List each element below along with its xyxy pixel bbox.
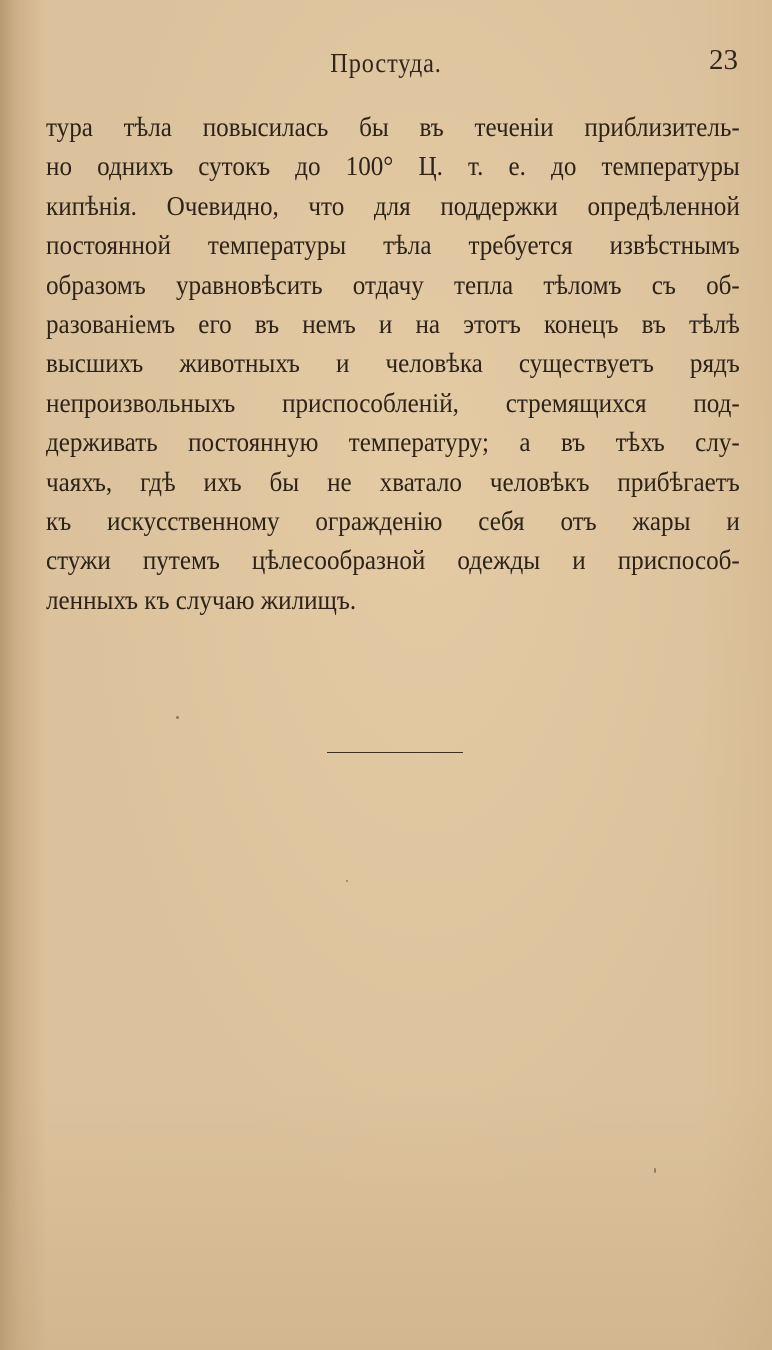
page-number: 23 — [709, 44, 738, 76]
text-line: тура тѣла повысилась бы въ теченіи приблизитель- — [46, 112, 740, 142]
text-line: высшихъ животныхъ и человѣка существуетъ рядъ — [46, 348, 740, 379]
paper-speck — [654, 1168, 656, 1173]
text-line: чаяхъ, гдѣ ихъ бы не хватало человѣкъ прибѣгаетъ — [46, 466, 740, 497]
text-line: постоянной температуры тѣла требуется извѣстнымъ — [46, 230, 740, 261]
text-line-last: ленныхъ къ случаю жилищъ. — [46, 584, 357, 615]
section-divider — [327, 752, 463, 753]
paper-speck — [176, 716, 179, 719]
text-line: непроизвольныхъ приспособленій, стремящихся под- — [46, 387, 740, 418]
paper-speck — [346, 880, 348, 882]
text-line: стужи путемъ цѣлесообразной одежды и приспособ- — [46, 545, 740, 576]
text-line: держивать постоянную температуру; а въ тѣхъ слу- — [46, 427, 740, 458]
body-text — [46, 108, 740, 620]
text-line: но однихъ сутокъ до 100° Ц. т. е. до температуры — [46, 151, 740, 182]
text-line: образомъ уравновѣсить отдачу тепла тѣломъ съ об- — [46, 269, 740, 300]
text-line: къ искусственному огражденію себя отъ жары и — [46, 505, 740, 536]
running-title: Простуда. — [330, 48, 442, 78]
text-line: разованіемъ его въ немъ и на этотъ конецъ въ тѣлѣ — [46, 308, 740, 339]
running-header — [0, 44, 772, 84]
text-line: кипѣнія. Очевидно, что для поддержки опредѣленной — [46, 190, 740, 221]
